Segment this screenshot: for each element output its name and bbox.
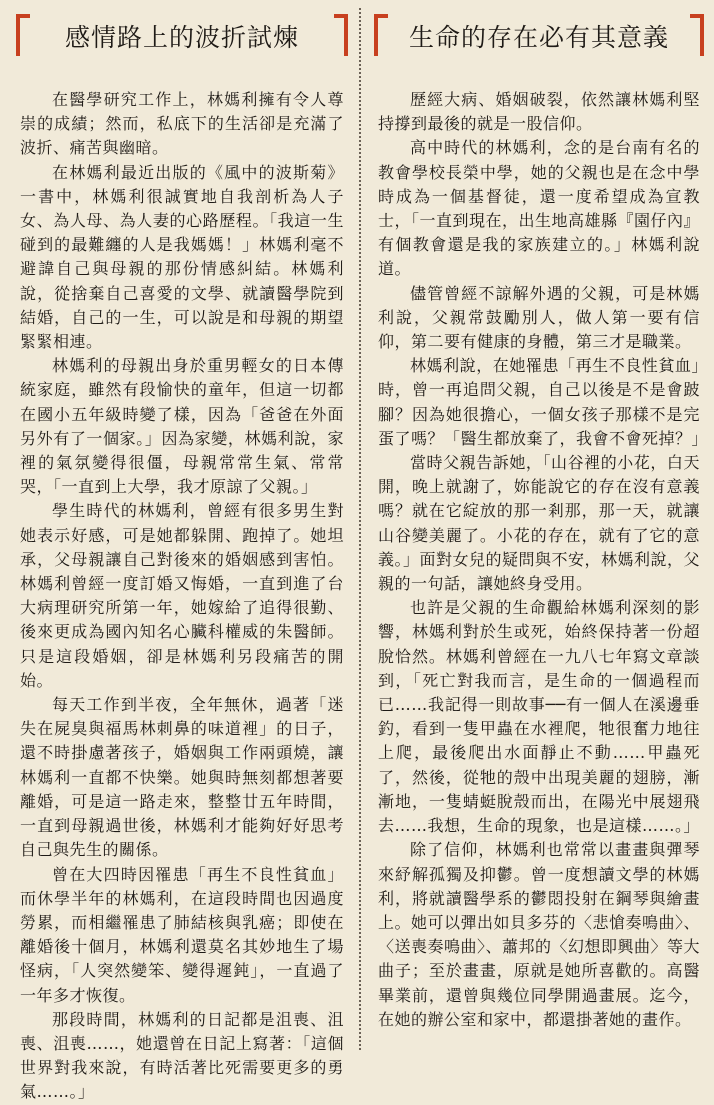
paragraph: 高中時代的林媽利，念的是台南有名的教會學校長榮中學，她的父親也是在念中學時成為一個基督徒，還一度希望成為宣教士，「一直到現在，出生地高雄縣『園仔內』有個教會還是我的家族建立的。」林媽利說道。 [378,138,701,279]
paragraph: 歷經大病、婚姻破裂，依然讓林媽利堅持撐到最後的就是一股信仰。 [378,90,700,134]
paragraph: 在林媽利最近出版的《風中的波斯菊》一書中，林媽利很誠實地自我剖析為人子女、為人母、為人妻的心路歷程。「我這一生碰到的最難纏的人是我媽媽！」林媽利毫不避諱自己與母親的那份情感糾結。林媽利說，從捨棄自己喜愛的文學、就讀醫學院到結婚，自己的一生，可以說是和母親的期望緊緊相連。 [20,162,344,352]
paragraph: 當時父親告訴她，「山谷裡的小花，白天開，晚上就謝了，妳能說它的存在沒有意義嗎？就在它綻放的那一剎那，那一天，就讓山谷變美麗了。小花的存在，就有了它的意義。」面對女兒的疑問與不安，林媽利說，父親的一句話，讓她終身受用。 [378,453,701,594]
right-body [372,70,709,1032]
right-section-title: 生命的存在必有其意義 [408,23,669,52]
right-header [372,0,706,70]
paragraph: 除了信仰，林媽利也常常以畫畫與彈琴來紓解孤獨及抑鬱。曾一度想讀文學的林媽利，將就讀醫學系的鬱悶投射在鋼琴與繪畫上。她可以彈出如貝多芬的〈悲愴奏鳴曲〉、〈送喪奏鳴曲〉、蕭邦的〈幻想即興曲〉等大曲子；至於畫畫，原就是她所喜歡的。高醫畢業前，還曾與幾位同學開過畫展。迄今，在她的辦公室和家中，都還掛著她的畫作。 [378,840,701,1029]
paragraph: 那段時間，林媽利的日記都是沮喪、沮喪、沮喪……，她還曾在日記上寫著：「這個世界對我來說，有時活著比死需要更多的勇氣……。」 [20,1009,344,1102]
paragraph: 也許是父親的生命觀給林媽利深刻的影響，林媽利對於生或死，始終保持著一份超脫恰然。林媽利曾經在一九八七年寫文章談到，「死亡對我而言，是生命的一個過程而已……我記得一則故事──有一個人在溪邊垂釣，看到一隻甲蟲在水裡爬，牠很奮力地往上爬，最後爬出水面靜止不動……甲蟲死了，然後，從牠的殼中出現美麗的翅膀，漸漸地，一隻蜻蜓脫殼而出，在陽光中展翅飛去……我想，生命的現象，也是這樣……。」 [378,598,701,836]
paragraph: 林媽利說，在她罹患「再生不良性貧血」時，曾一再追問父親，自己以後是不是會跛腳？因為她很擔心，一個女孩子那樣不是完蛋了嗎？「醫生都放棄了，我會不會死掉？」 [378,356,709,448]
paragraph: 在醫學研究工作上，林媽利擁有令人尊崇的成績；然而，私底下的生活卻是充滿了波折、痛苦與幽暗。 [20,90,344,158]
paragraph: 曾在大四時因罹患「再生不良性貧血」而休學半年的林媽利，在這段時間也因過度勞累，而相繼罹患了肺結核與乳癌；即使在離婚後十個月，林媽利還莫名其妙地生了場怪病，「人突然變笨、變得遲鈍」，一直過了一年多才恢復。 [20,864,344,1005]
paragraph: 學生時代的林媽利，曾經有很多男生對她表示好感，可是她都躲開、跑掉了。她坦承，父母親讓自己對後來的婚姻感到害怕。林媽利曾經一度訂婚又悔婚，一直到進了台大病理研究所第一年，她嫁給了追得很勤、後來更成為國內知名心臟科權威的朱醫師。只是這段婚姻，卻是林媽利另段痛苦的開始。 [20,501,344,690]
paragraph: 每天工作到半夜，全年無休，過著「迷失在屍臭與福馬林刺鼻的味道裡」的日子，還不時掛慮著孩子，婚姻與工作兩頭燒，讓林媽利一直都不快樂。她與時無刻都想著要離婚，可是這一路走來，整整廿五年時間，一直到母親過世後，林媽利才能夠好好思考自己與先生的關係。 [20,695,344,860]
left-body [14,70,350,1105]
column-divider [359,8,361,1050]
right-column [372,0,709,1058]
paragraph: 林媽利的母親出身於重男輕女的日本傳統家庭，雖然有段愉快的童年，但這一切都在國小五年級時變了樣，因為「爸爸在外面另外有了一個家。」因為家變，林媽利說，家裡的氣氛變得很僵，母親常常生氣、常常哭，「一直到上大學，我才原諒了父親。」 [20,356,344,497]
left-header [14,0,350,70]
left-close-bracket [334,14,348,56]
left-column [14,0,350,1102]
paragraph: 儘管曾經不諒解外遇的父親，可是林媽利說，父親常鼓勵別人，做人第一要有信仰，第二要有健康的身體，第三才是職業。 [378,283,700,352]
left-section-title: 感情路上的波折試煉 [64,23,299,52]
right-close-bracket [690,14,704,56]
